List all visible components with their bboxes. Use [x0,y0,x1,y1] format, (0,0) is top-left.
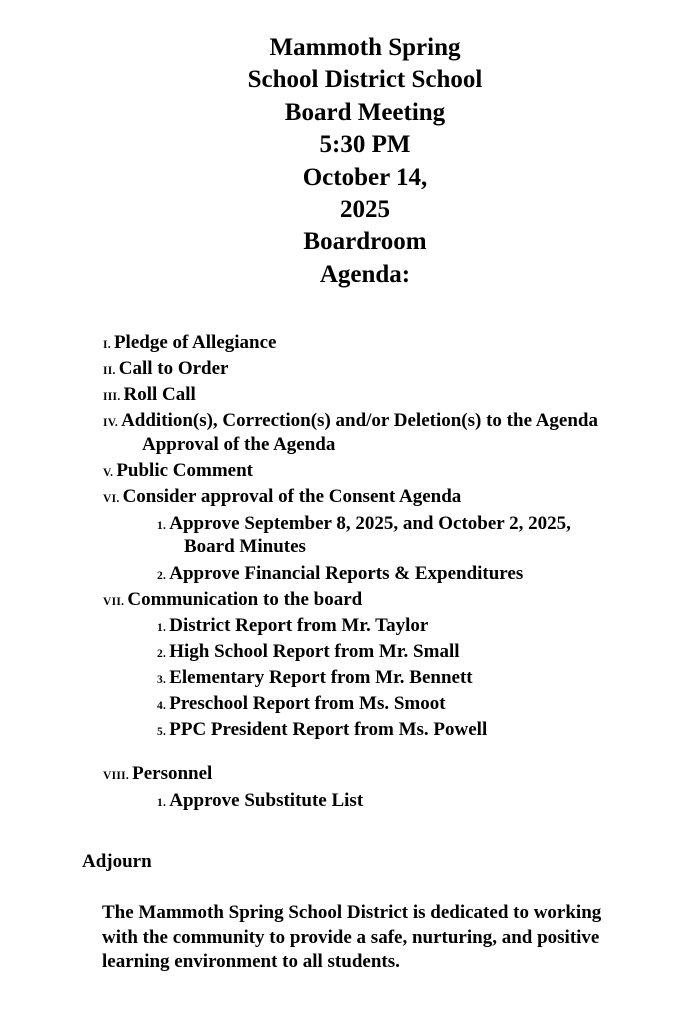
agenda-item [103,589,362,613]
agenda-item [103,460,253,484]
subitem-number: 1. [157,520,167,532]
item-number: I. [103,339,111,351]
item-text: Pledge of Allegiance [113,332,277,353]
mission-line: The Mammoth Spring School District is dedicated to working [102,902,602,923]
adjourn-heading: Adjourn [82,851,152,872]
subitem-number: 2. [157,570,167,582]
item-number: IV. [103,417,119,429]
title-line-time: 5:30 PM [319,131,411,159]
item-number: VI. [103,493,120,505]
agenda-subitem-continuation: Board Minutes [184,536,306,557]
subitem-text: Elementary Report from Mr. Bennett [169,667,473,688]
agenda-item [103,358,229,382]
title-line-year: 2025 [340,196,390,224]
item-text: Communication to the board [127,589,363,610]
agenda-subitem [157,641,460,665]
title-line-agenda: Agenda: [319,260,411,288]
subitem-number: 1. [157,797,167,809]
item-text: Roll Call [123,384,196,405]
agenda-subitem [157,563,523,587]
agenda-subitem [157,790,363,814]
subitem-text: Approve Financial Reports & Expenditures [169,563,524,584]
subitem-text: Preschool Report from Ms. Smoot [169,693,446,714]
subitem-text: PPC President Report from Ms. Powell [169,719,488,740]
agenda-item [103,332,276,356]
subitem-text: Approve September 8, 2025, and October 2, 2025, [169,513,571,534]
subitem-number: 1. [157,622,167,634]
item-text: Call to Order [118,358,229,379]
mission-line: learning environment to all students. [102,951,400,972]
subitem-text: Approve Substitute List [169,790,364,811]
subitem-text: District Report from Mr. Taylor [169,615,429,636]
agenda-subitem [157,719,487,743]
agenda-item [103,486,461,510]
agenda-item-continuation: Approval of the Agenda [142,434,336,455]
subitem-text: High School Report from Mr. Small [169,641,460,662]
agenda-subitem [157,693,446,717]
item-text: Consider approval of the Consent Agenda [122,486,462,507]
item-number: II. [103,365,116,377]
title-line-date: October 14, [302,163,428,191]
subitem-number: 3. [157,674,167,686]
agenda-item [103,384,196,408]
item-text: Addition(s), Correction(s) and/or Deletion(s) to the Agenda [121,410,598,431]
subitem-number: 2. [157,648,167,660]
subitem-number: 4. [157,700,167,712]
mission-line: with the community to provide a safe, nurturing, and positive [102,926,600,948]
subitem-number: 5. [157,726,167,738]
agenda-item [103,763,212,787]
meeting-title [0,32,694,291]
item-number: VII. [103,596,125,608]
mission-statement [102,901,682,975]
title-line-meeting: Board Meeting [284,98,446,126]
title-line-location: Boardroom [303,228,427,256]
agenda-item [103,410,598,434]
agenda-subitem [157,615,428,639]
item-number: VIII. [103,770,130,782]
item-text: Personnel [132,763,213,784]
agenda-subitem [157,667,473,691]
item-number: V. [103,467,114,479]
agenda-subitem [157,513,571,537]
title-line-district: Mammoth Spring [269,34,461,61]
item-text: Public Comment [116,460,253,481]
title-line-school: School District School [247,66,483,94]
item-number: III. [103,391,121,403]
